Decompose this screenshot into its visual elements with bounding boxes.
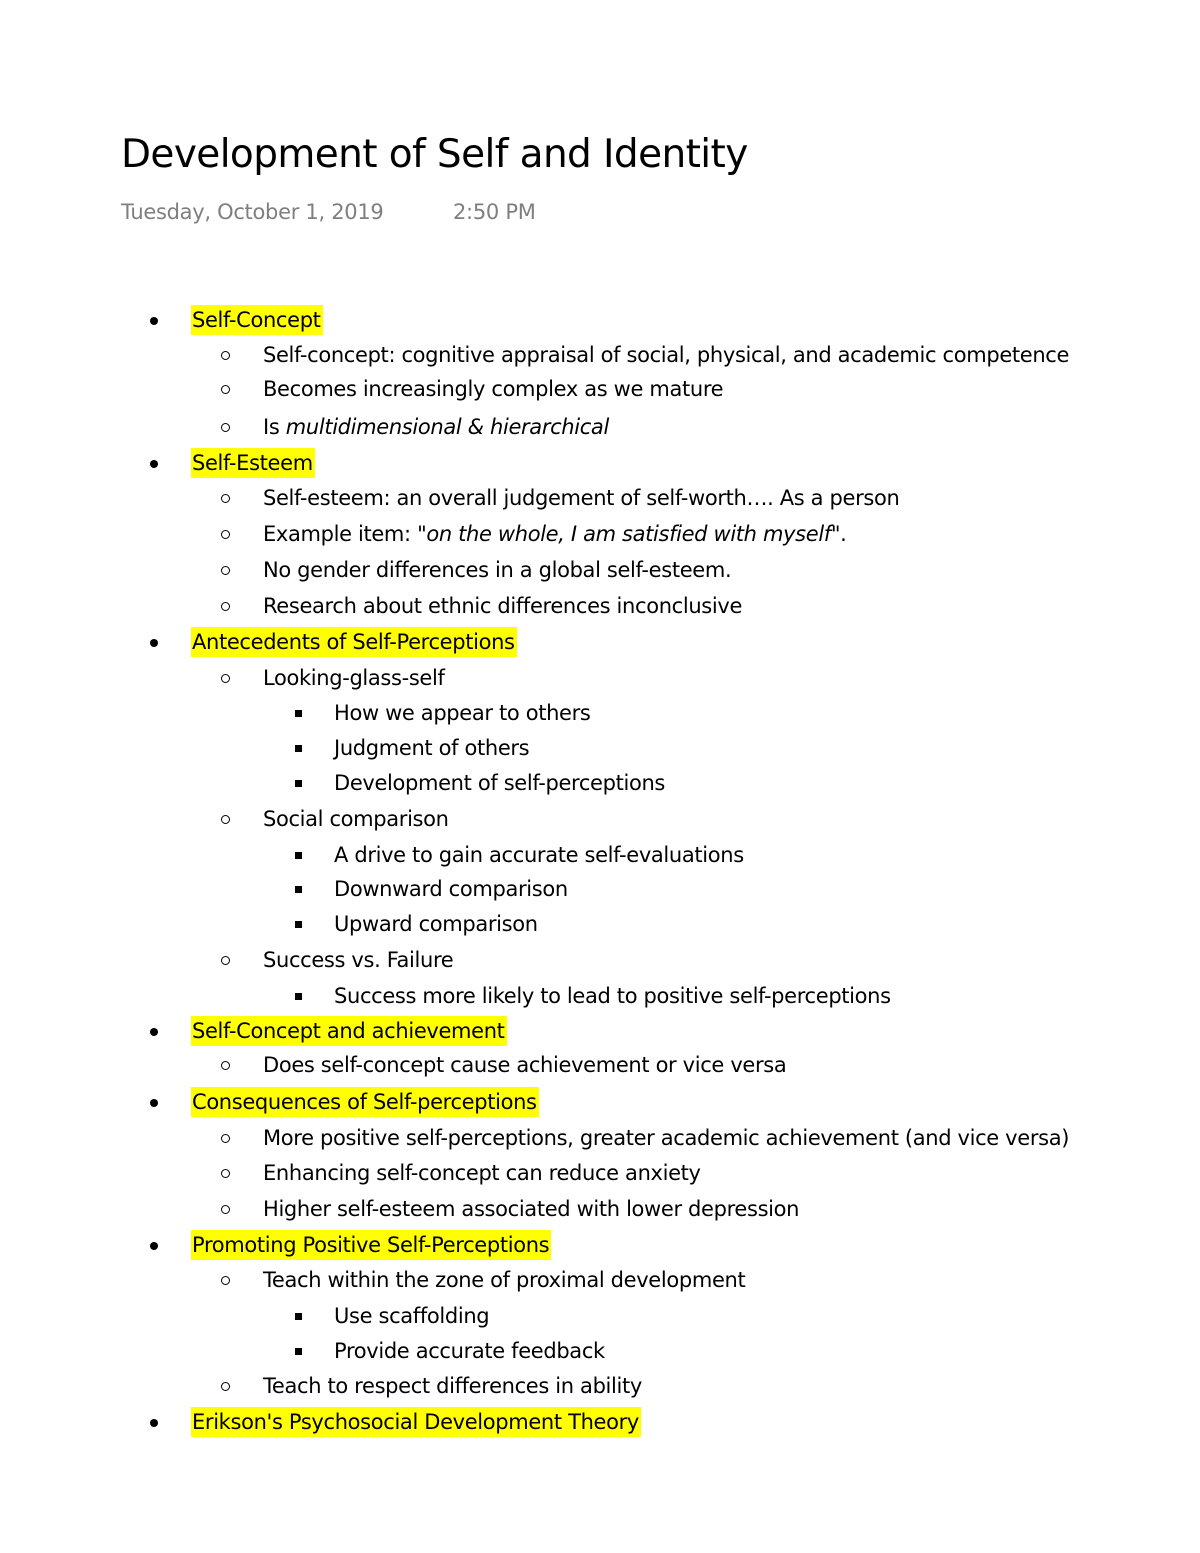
outline-text: Judgment of others xyxy=(334,736,530,760)
bullet-circle-icon xyxy=(221,385,230,394)
outline-text: Provide accurate feedback xyxy=(334,1339,605,1363)
bullet-circle-icon xyxy=(221,494,230,503)
bullet-circle-icon xyxy=(221,956,230,965)
text-prefix: Is xyxy=(263,415,286,439)
bullet-disc-icon xyxy=(150,1099,158,1107)
bullet-square-icon xyxy=(295,745,302,752)
outline-text: Antecedents of Self-Perceptions xyxy=(191,627,517,657)
bullet-circle-icon xyxy=(221,674,230,683)
bullet-circle-icon xyxy=(221,423,230,432)
outline-text: Teach within the zone of proximal development xyxy=(263,1268,746,1292)
outline-text: Erikson's Psychosocial Development Theory xyxy=(191,1407,641,1437)
bullet-square-icon xyxy=(295,993,302,1000)
outline-text: More positive self-perceptions, greater academic achievement (and vice versa) xyxy=(263,1126,1070,1150)
bullet-circle-icon xyxy=(221,1169,230,1178)
bullet-circle-icon xyxy=(221,1205,230,1214)
outline-text: Downward comparison xyxy=(334,877,568,901)
outline-text: Looking-glass-self xyxy=(263,666,445,690)
bullet-square-icon xyxy=(295,710,302,717)
outline-text: Self-esteem: an overall judgement of self-worth…. As a person xyxy=(263,486,900,510)
outline-text: Does self-concept cause achievement or vice versa xyxy=(263,1053,787,1077)
outline-text: Teach to respect differences in ability xyxy=(263,1374,642,1398)
bullet-disc-icon xyxy=(150,1419,158,1427)
bullet-square-icon xyxy=(295,780,302,787)
bullet-square-icon xyxy=(295,921,302,928)
outline-text xyxy=(263,412,609,442)
outline-text: Higher self-esteem associated with lower depression xyxy=(263,1197,800,1221)
bullet-circle-icon xyxy=(221,566,230,575)
outline-text xyxy=(263,519,846,549)
text-italic: multidimensional & hierarchical xyxy=(285,415,609,439)
text-prefix: Example item: " xyxy=(263,522,427,546)
outline-text: Research about ethnic differences inconclusive xyxy=(263,594,743,618)
outline-text: Self-Esteem xyxy=(191,448,315,478)
outline-text: Enhancing self-concept can reduce anxiety xyxy=(263,1161,701,1185)
text-italic: on the whole, I am satisfied with myself xyxy=(426,522,831,546)
outline-text: Use scaffolding xyxy=(334,1304,490,1328)
outline-text: No gender differences in a global self-esteem. xyxy=(263,558,732,582)
bullet-circle-icon xyxy=(221,530,230,539)
note-time: 2:50 PM xyxy=(453,200,536,224)
bullet-disc-icon xyxy=(150,639,158,647)
bullet-square-icon xyxy=(295,886,302,893)
bullet-square-icon xyxy=(295,1348,302,1355)
bullet-disc-icon xyxy=(150,1028,158,1036)
outline-text: Social comparison xyxy=(263,807,449,831)
outline-text: Success vs. Failure xyxy=(263,948,454,972)
bullet-circle-icon xyxy=(221,1061,230,1070)
bullet-circle-icon xyxy=(221,1276,230,1285)
bullet-disc-icon xyxy=(150,317,158,325)
bullet-square-icon xyxy=(295,1313,302,1320)
outline-text: Success more likely to lead to positive self-perceptions xyxy=(334,984,891,1008)
bullet-circle-icon xyxy=(221,815,230,824)
outline-text: Consequences of Self-perceptions xyxy=(191,1087,539,1117)
bullet-disc-icon xyxy=(150,460,158,468)
bullet-circle-icon xyxy=(221,351,230,360)
bullet-disc-icon xyxy=(150,1242,158,1250)
outline-text: Becomes increasingly complex as we mature xyxy=(263,377,724,401)
page-title: Development of Self and Identity xyxy=(121,132,748,177)
outline-text: Development of self-perceptions xyxy=(334,771,666,795)
outline-text: Upward comparison xyxy=(334,912,538,936)
text-suffix: ". xyxy=(830,522,847,546)
outline-text: How we appear to others xyxy=(334,701,591,725)
bullet-circle-icon xyxy=(221,1134,230,1143)
outline-text: Promoting Positive Self-Perceptions xyxy=(191,1230,551,1260)
outline-text: A drive to gain accurate self-evaluations xyxy=(334,843,744,867)
bullet-square-icon xyxy=(295,852,302,859)
bullet-circle-icon xyxy=(221,1382,230,1391)
note-date: Tuesday, October 1, 2019 xyxy=(121,200,384,224)
outline-text: Self-concept: cognitive appraisal of social, physical, and academic competence xyxy=(263,343,1070,367)
outline-text: Self-Concept and achievement xyxy=(191,1016,507,1046)
outline-text: Self-Concept xyxy=(191,305,323,335)
bullet-circle-icon xyxy=(221,602,230,611)
